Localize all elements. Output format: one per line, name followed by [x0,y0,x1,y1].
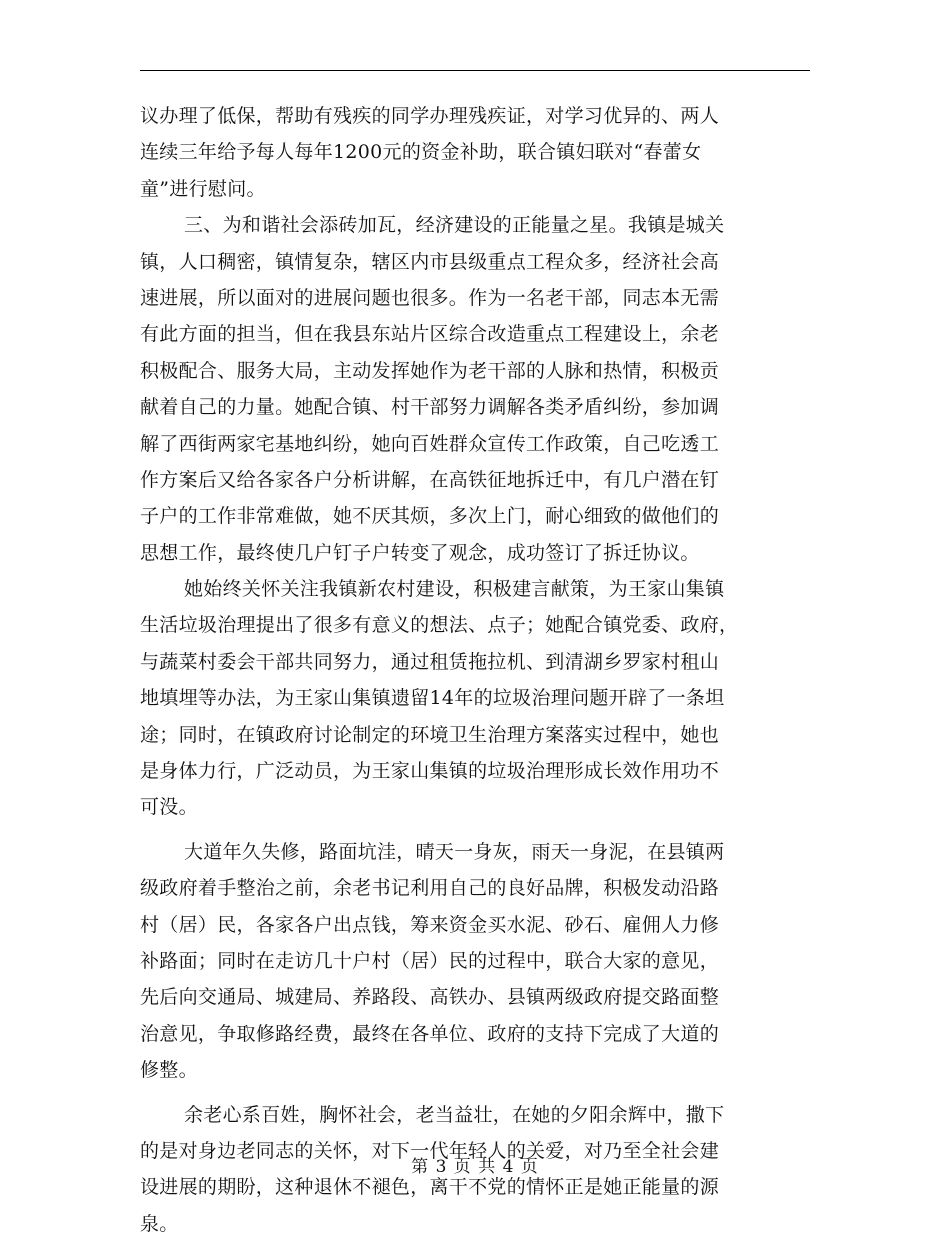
text-line: 议办理了低保，帮助有残疾的同学办理残疾证，对学习优异的、两人 [140,105,720,127]
text-line: 是身体力行，广泛动员，为王家山集镇的垃圾治理形成长效作用功不 [140,760,720,783]
text-line: 子户的工作非常难做，她不厌其烦，多次上门，耐心细致的做他们的 [140,505,720,528]
paragraph [140,98,810,207]
text-line: 生活垃圾治理提出了很多有意义的想法、点子；她配合镇党委、政府， [140,614,739,637]
text-line: 村（居）民，各家各户出点钱，筹来资金买水泥、砂石、雇佣人力修 [140,913,720,936]
paragraph [140,571,810,826]
text-line: 献着自己的力量。她配合镇、村干部努力调解各类矛盾纠纷，参加调 [140,396,720,419]
text-line: 童”进行慰问。 [140,177,266,200]
document-body [140,98,810,1242]
text-line: 地填埋等办法，为王家山集镇遗留14年的垃圾治理问题开辟了一条坦 [140,687,725,710]
paragraph-spacer [140,1089,810,1097]
text-line: 三、为和谐社会添砖加瓦，经济建设的正能量之星。我镇是城关 [184,214,725,237]
text-line: 途；同时，在镇政府讨论制定的环境卫生治理方案落实过程中，她也 [140,723,720,746]
text-line: 镇，人口稠密，镇情复杂，辖区内市县级重点工程众多，经济社会高 [140,250,720,273]
text-line: 大道年久失修，路面坑洼，晴天一身灰，雨天一身泥，在县镇两 [184,840,725,863]
text-line: 泉。 [140,1212,179,1235]
text-line: 级政府着手整治之前，余老书记利用自己的良好品牌，积极发动沿路 [140,877,720,900]
text-line: 补路面；同时在走访几十户村（居）民的过程中，联合大家的意见， [140,949,720,972]
text-line: 治意见，争取修路经费，最终在各单位、政府的支持下完成了大道的 [140,1022,720,1045]
paragraph [140,207,810,571]
text-line: 连续三年给予每人每年1200元的资金补助，联合镇妇联对“春蕾女 [140,141,702,164]
text-line: 思想工作，最终使几户钉子户转变了观念，成功签订了拆迁协议。 [140,541,700,564]
text-line: 她始终关怀关注我镇新农村建设，积极建言献策，为王家山集镇 [184,578,725,601]
paragraph-spacer [140,826,810,834]
text-line: 作方案后又给各家各户分析讲解，在高铁征地拆迁中，有几户潜在钉 [140,468,720,491]
text-line: 解了西街两家宅基地纠纷，她向百姓群众宣传工作政策，自己吃透工 [140,432,720,455]
text-line: 可没。 [140,796,198,819]
text-line: 积极配合、服务大局，主动发挥她作为老干部的人脉和热情，积极贡 [140,359,720,382]
text-line: 余老心系百姓，胸怀社会，老当益壮，在她的夕阳余辉中，撒下 [184,1103,725,1126]
header-rule [140,70,810,71]
page-footer: 第 3 页 共 4 页 [411,1157,539,1177]
text-line: 设进展的期盼，这种退休不褪色，离干不党的情怀正是她正能量的源 [140,1176,720,1199]
paragraph [140,834,810,1089]
text-line: 与蔬菜村委会干部共同努力，通过租赁拖拉机、到清湖乡罗家村租山 [140,650,720,673]
text-line: 先后向交通局、城建局、养路段、高铁办、县镇两级政府提交路面整 [140,986,720,1009]
text-line: 速进展，所以面对的进展问题也很多。作为一名老干部，同志本无需 [140,286,720,309]
text-line: 有此方面的担当，但在我县东站片区综合改造重点工程建设上，余老 [140,323,720,346]
text-line: 的是对身边老同志的关怀，对下一代年轻人的关爱，对乃至全社会建 [140,1139,720,1162]
text-line: 修整。 [140,1059,198,1082]
